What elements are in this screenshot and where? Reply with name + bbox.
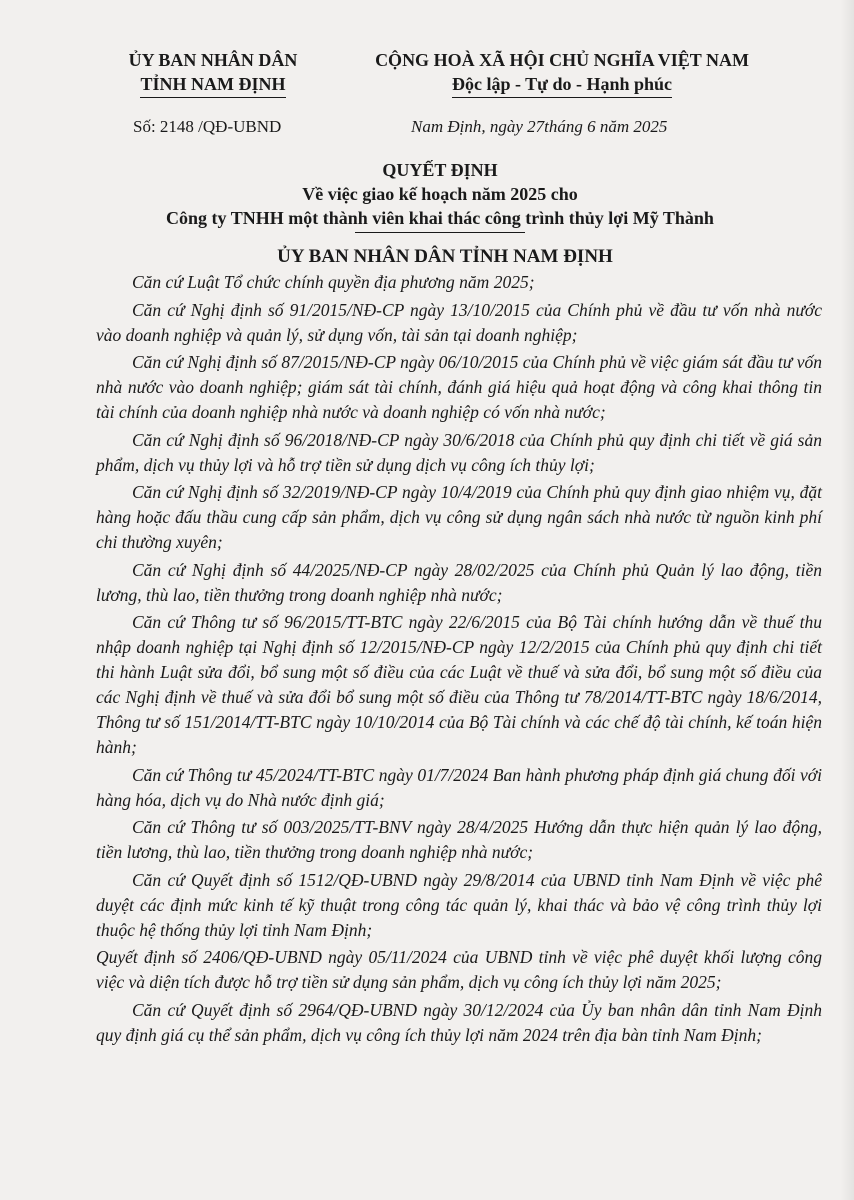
basis-paragraph: Căn cứ Nghị định số 32/2019/NĐ-CP ngày 10/4/2019 của Chính phủ quy định giao nhiệm vụ, đặt hàng hoặc đấu thầu cung cấp sản phẩm, dịch vụ công sử dụng ngân sách nhà nước từ nguồn kinh phí chi thường xuyên; <box>96 482 822 552</box>
document-date: Nam Định, ngày 27tháng 6 năm 2025 <box>411 117 668 136</box>
title-decision: QUYẾT ĐỊNH <box>382 160 498 180</box>
issuing-authority-header <box>108 48 318 98</box>
basis-paragraph: Căn cứ Nghị định số 96/2018/NĐ-CP ngày 30/6/2018 của Chính phủ quy định chi tiết về giá sản phẩm, dịch vụ thủy lợi và hỗ trợ tiền sử dụng dịch vụ công ích thủy lợi; <box>96 429 822 475</box>
basis-paragraph: Căn cứ Quyết định số 1512/QĐ-UBND ngày 29/8/2014 của UBND tỉnh Nam Định về việc phê duyệt các định mức kinh tế kỹ thuật trong công tác quản lý, khai thác và bảo vệ công trình thủy lợi thuộc hệ thống thủy lợi tỉnh Nam Định; <box>96 869 822 940</box>
national-motto-header <box>352 48 772 98</box>
national-motto: Độc lập - Tự do - Hạnh phúc <box>452 72 672 98</box>
country-name: CỘNG HOÀ XÃ HỘI CHỦ NGHĨA VIỆT NAM <box>375 50 749 70</box>
scan-edge-shadow <box>840 0 854 1200</box>
decision-authority: ỦY BAN NHÂN DÂN TỈNH NAM ĐỊNH <box>277 246 613 267</box>
basis-paragraph: Căn cứ Thông tư số 96/2015/TT-BTC ngày 22/6/2015 của Bộ Tài chính hướng dẫn về thuế thu nhập doanh nghiệp tại Nghị định số 12/2015/NĐ-CP ngày 12/2/2015 của Chính phủ quy định chi tiết thi hành Luật sửa đổi, bổ sung một số điều của các Luật về thuế và sửa đổi, bổ sung một số điều của các Nghị định về thuế và sửa đổi bổ sung một số điều của Thông tư 78/2014/TT-BTC ngày 18/6/2014, Thông tư số 151/2014/TT-BTC ngày 10/10/2014 của Bộ Tài chính và các chế độ tài chính, kế toán hiện hành; <box>96 612 822 757</box>
basis-paragraph: Căn cứ Quyết định số 2964/QĐ-UBND ngày 30/12/2024 của Ủy ban nhân dân tỉnh Nam Định quy định giá cụ thể sản phẩm, dịch vụ công ích thủy lợi năm 2024 trên địa bàn tỉnh Nam Định; <box>96 999 822 1045</box>
authority-name: ỦY BAN NHÂN DÂN <box>128 50 298 70</box>
basis-paragraph: Căn cứ Nghị định số 91/2015/NĐ-CP ngày 13/10/2015 của Chính phủ về đầu tư vốn nhà nước vào doanh nghiệp và quản lý, sử dụng vốn, tài sản tại doanh nghiệp; <box>96 299 822 345</box>
title-company: Công ty TNHH một thành viên khai thác công trình thủy lợi Mỹ Thành <box>166 208 714 228</box>
basis-paragraph: Căn cứ Nghị định số 87/2015/NĐ-CP ngày 06/10/2015 của Chính phủ về việc giám sát đầu tư vốn nhà nước vào doanh nghiệp; giám sát tài chính, đánh giá hiệu quả hoạt động và công khai thông tin tài chính của doanh nghiệp nhà nước và doanh nghiệp có vốn nhà nước; <box>96 352 822 422</box>
document-number: Số: 2148 /QĐ-UBND <box>133 117 282 136</box>
basis-paragraph: Căn cứ Thông tư 45/2024/TT-BTC ngày 01/7/2024 Ban hành phương pháp định giá chung đối với hàng hóa, dịch vụ do Nhà nước định giá; <box>96 764 822 810</box>
document-body <box>96 270 822 1050</box>
basis-paragraph: Căn cứ Thông tư số 003/2025/TT-BNV ngày 28/4/2025 Hướng dẫn thực hiện quản lý lao động, tiền lương, thù lao, tiền thưởng trong doanh nghiệp nhà nước; <box>96 817 822 862</box>
basis-paragraph: Căn cứ Luật Tổ chức chính quyền địa phương năm 2025; <box>132 272 535 292</box>
basis-paragraph: Căn cứ Nghị định số 44/2025/NĐ-CP ngày 28/02/2025 của Chính phủ Quản lý lao động, tiền lương, thù lao, tiền thưởng trong doanh nghiệp nhà nước; <box>96 559 822 605</box>
authority-province: TỈNH NAM ĐỊNH <box>140 72 285 98</box>
title-subject: Về việc giao kế hoạch năm 2025 cho <box>302 184 578 204</box>
basis-paragraph: Quyết định số 2406/QĐ-UBND ngày 05/11/2024 của UBND tỉnh về việc phê duyệt khối lượng công việc và diện tích được hỗ trợ tiền sử dụng sản phẩm, dịch vụ công ích thủy lợi năm 2025; <box>96 947 822 992</box>
title-underline <box>355 232 525 233</box>
document-title <box>80 158 800 233</box>
